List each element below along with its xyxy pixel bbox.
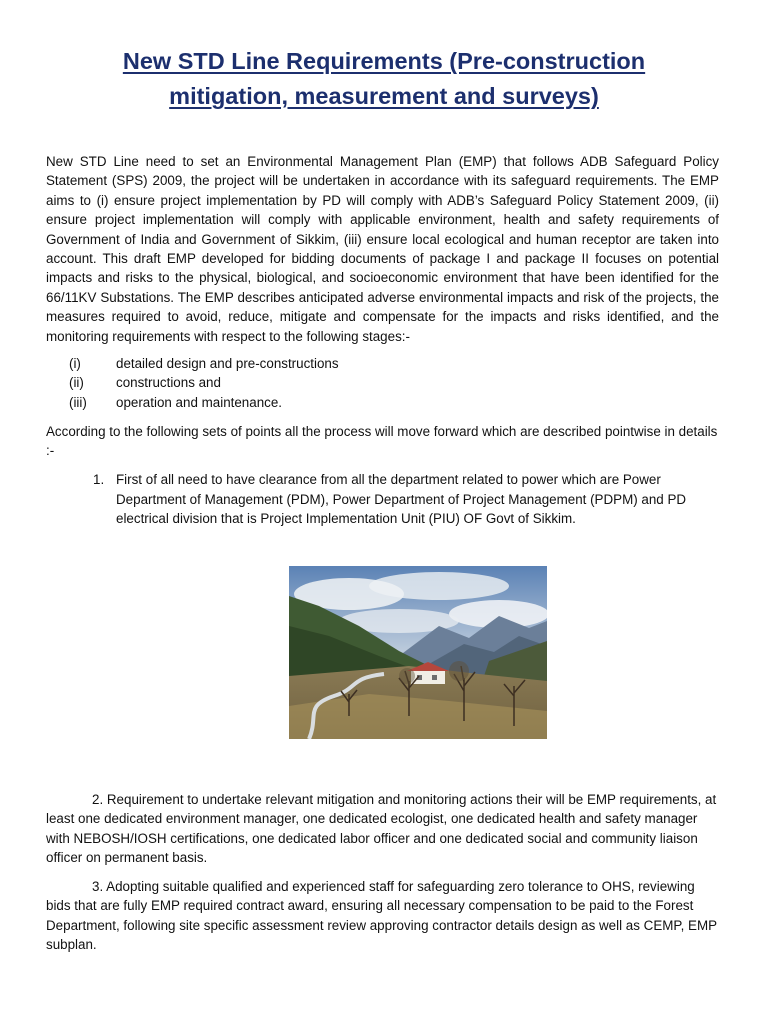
list-item xyxy=(69,393,339,412)
mountain-landscape-photo xyxy=(289,566,547,739)
point-3-paragraph: 3. Adopting suitable qualified and experienced staff for safeguarding zero tolerance to OHS, reviewing bids that are fully EMP required contract award, ensuring all necessary compensation to be paid to the Forest Department, following site specific assessment review approving contractor details design as well as CEMP, EMP subplan. xyxy=(46,879,717,953)
list-item xyxy=(69,373,339,392)
point-1-number: 1. xyxy=(93,472,105,487)
list-item-number: (i) xyxy=(69,356,81,371)
stages-list xyxy=(69,354,339,412)
list-item xyxy=(69,354,339,373)
point-2-paragraph: 2. Requirement to undertake relevant mitigation and monitoring actions their will be EMP requirements, at least one dedicated environment manager, one dedicated ecologist, one dedicated health and safety manager with NEBOSH/IOSH certifications, one dedicated labor officer and one dedicated social and community liaison officer on permanent basis. xyxy=(46,792,717,866)
list-item-text: detailed design and pre-constructions xyxy=(116,356,339,371)
list-item-number: (iii) xyxy=(69,394,87,410)
list-item-number: (ii) xyxy=(69,375,84,391)
title-line-2: mitigation, measurement and surveys) xyxy=(169,83,599,109)
page-title xyxy=(60,44,708,114)
title-line-1: New STD Line Requirements (Pre-construction xyxy=(122,48,646,74)
list-item-text: constructions and xyxy=(116,375,221,391)
process-intro-paragraph: According to the following sets of points all the process will move forward which are described pointwise in details :- xyxy=(46,424,718,459)
intro-paragraph: New STD Line need to set an Environmental Management Plan (EMP) that follows ADB Safeguard Policy Statement (SPS) 2009, the project will be undertaken in accordance with its safeguard requirements. The EMP aims to (i) ensure project implementation by PD will comply with ADB’s Safeguard Policy Statement 2009, (ii) ensure project implementation will comply with applicable environment, health and safety requirements of Government of India and Government of Sikkim, (iii) ensure local ecological and human receptor are taken into account. This draft EMP developed for bidding documents of package I and package II focuses on potential impacts and risks to the physical, biological, and socioeconomic environment that have been identified for the 66/11KV Substations. The EMP describes anticipated adverse environmental impacts and risk of the projects, the measures required to avoid, reduce, mitigate and compensate for the impacts and risks identified, and the monitoring requirements with respect to the following stages:- xyxy=(46,154,719,344)
list-item-text: operation and maintenance. xyxy=(116,394,283,410)
point-1-text: First of all need to have clearance from all the department related to power which are Power Department of Management (PDM), Power Department of Project Management (PDPM) and PD electrical division that is Project Implementation Unit (PIU) OF Govt of Sikkim. xyxy=(116,472,687,527)
point-1 xyxy=(93,470,723,529)
